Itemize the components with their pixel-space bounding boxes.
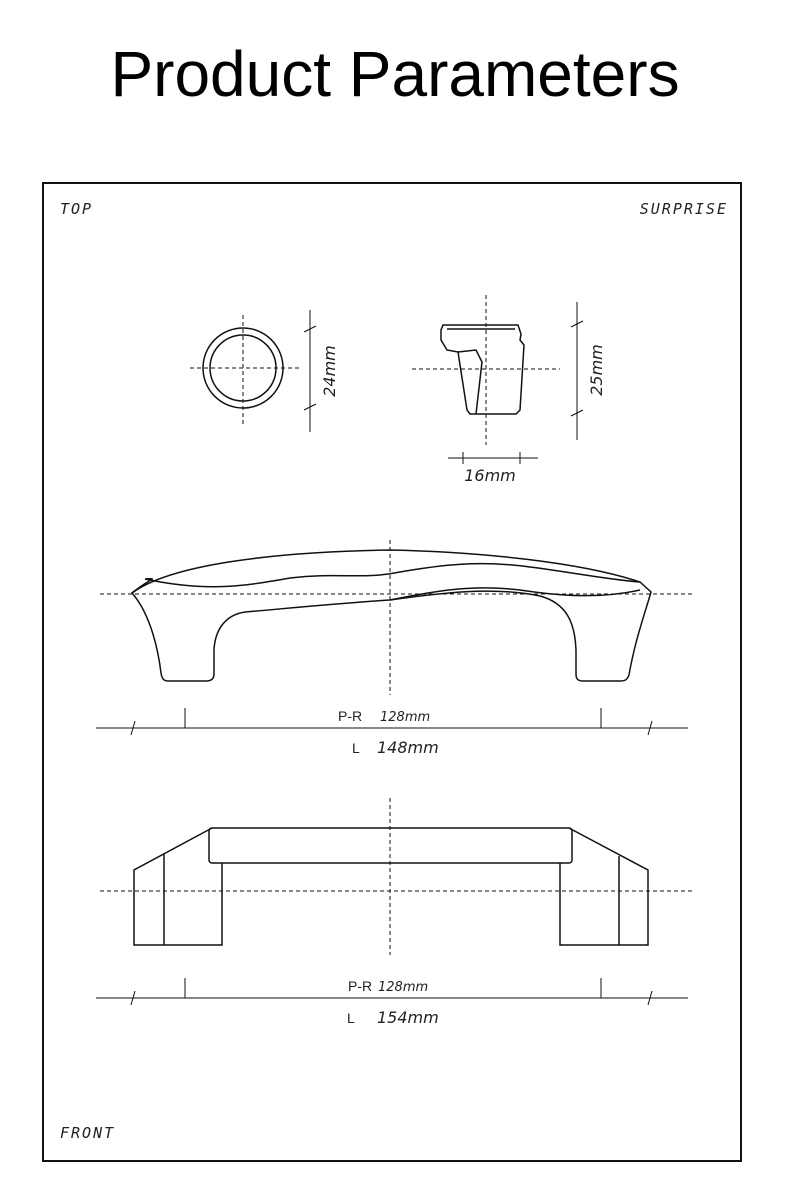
view2-pr-label: P-R bbox=[348, 978, 373, 994]
height-dimension bbox=[571, 302, 583, 440]
view1-l-label: L bbox=[352, 740, 360, 756]
label-top: TOP bbox=[60, 200, 94, 218]
view1-pr-value: 128mm bbox=[380, 710, 431, 725]
diameter-value: 24mm bbox=[320, 345, 339, 397]
label-front: FRONT bbox=[60, 1124, 116, 1142]
side-profile-centerlines bbox=[412, 295, 560, 445]
width-dimension bbox=[448, 452, 538, 464]
width-value: 16mm bbox=[464, 466, 516, 485]
view1-l-value: 148mm bbox=[377, 738, 439, 757]
view2-l-label: L bbox=[347, 1010, 355, 1026]
page-title: Product Parameters bbox=[110, 38, 680, 110]
height-value: 25mm bbox=[587, 344, 606, 396]
view2-pr-value: 128mm bbox=[378, 980, 429, 995]
view1-pr-label: P-R bbox=[338, 708, 363, 724]
straight-handle-centerlines bbox=[100, 798, 692, 955]
curved-handle-centerlines bbox=[100, 540, 692, 695]
straight-handle-outline bbox=[134, 828, 648, 945]
diameter-dimension bbox=[304, 310, 316, 432]
label-surprise: SURPRISE bbox=[639, 200, 728, 218]
curved-handle-outline bbox=[132, 550, 651, 681]
view2-l-value: 154mm bbox=[377, 1008, 439, 1027]
